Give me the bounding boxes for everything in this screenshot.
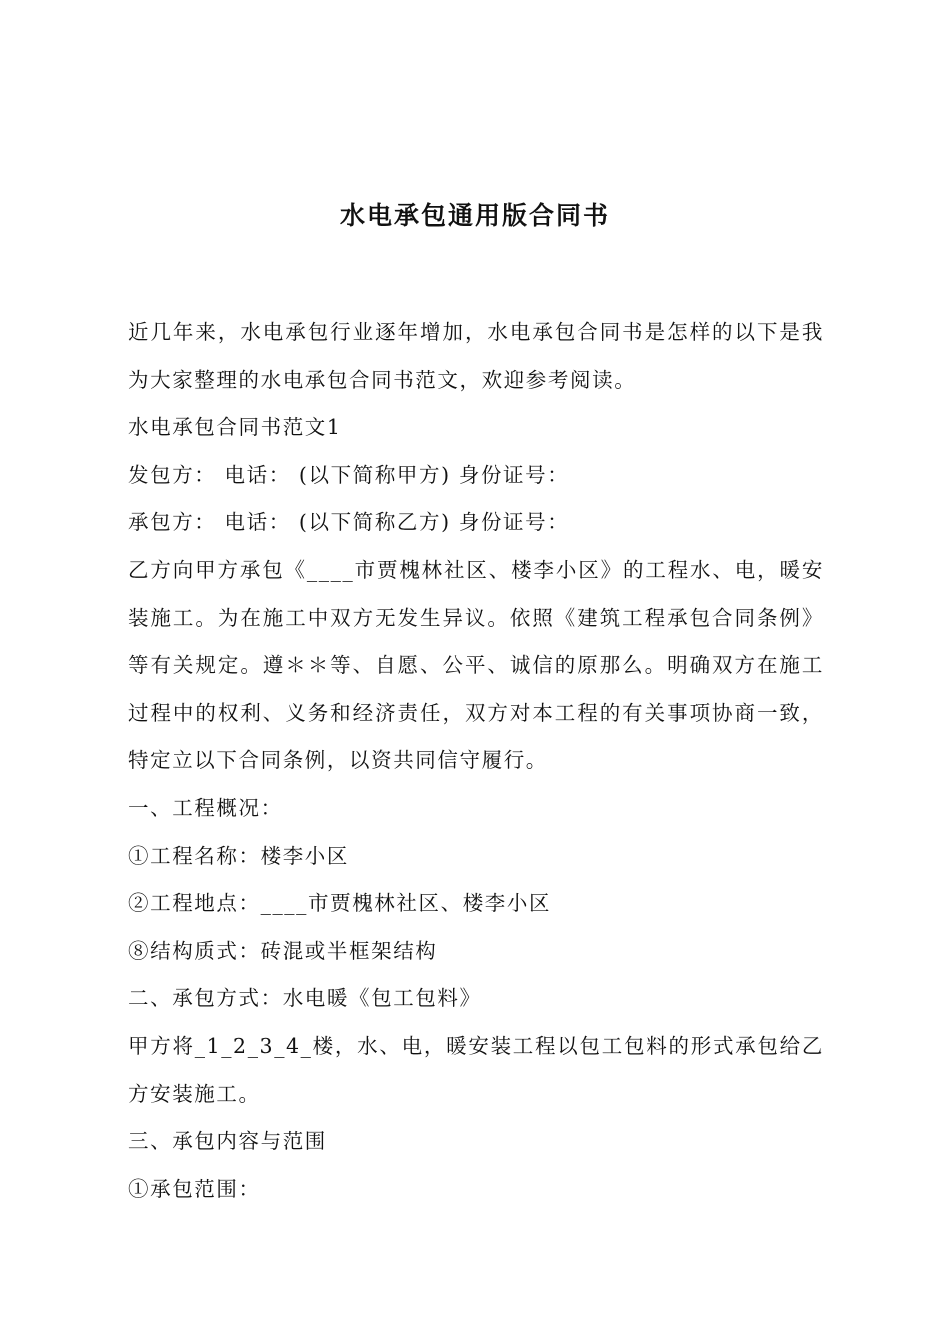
document-body	[128, 309, 824, 1213]
document-title: 水电承包通用版合同书	[339, 201, 610, 230]
section-3-heading: 三、承包内容与范围	[128, 1129, 327, 1154]
contract-preamble: 乙方向甲方承包《____市贾槐林社区、楼李小区》的工程水、电，暖安装施工。为在施工中双方无发生异议。依照《建筑工程承包合同条例》等有关规定。遵＊＊等、自愿、公平、诚信的原那么。明确双方在施工过程中的权利、义务和经济责任，双方对本工程的有关事项协商一致，特定立以下合同条例，以资共同信守履行。	[128, 557, 824, 773]
project-location-item: ②工程地点：____市贾槐林社区、楼李小区	[128, 891, 552, 916]
project-name-item: ①工程名称：楼李小区	[128, 843, 349, 868]
structure-type-item: ⑧结构质式：砖混或半框架结构	[128, 938, 438, 963]
section-2-heading: 二、承包方式：水电暖《包工包料》	[128, 986, 482, 1011]
intro-paragraph: 近几年来，水电承包行业逐年增加，水电承包合同书是怎样的以下是我为大家整理的水电承包合同书范文，欢迎参考阅读。	[128, 320, 824, 392]
scope-item: ①承包范围：	[128, 1176, 261, 1201]
sample-heading: 水电承包合同书范文1	[128, 415, 342, 440]
party-a-line: 发包方： 电话： (以下简称甲方) 身份证号：	[128, 462, 570, 487]
section-1-heading: 一、工程概况：	[128, 795, 283, 820]
party-b-line: 承包方： 电话： (以下简称乙方) 身份证号：	[128, 510, 570, 535]
contract-method-paragraph: 甲方将_1_2_3_4_楼，水、电，暖安装工程以包工包料的形式承包给乙方安装施工。	[128, 1033, 824, 1106]
